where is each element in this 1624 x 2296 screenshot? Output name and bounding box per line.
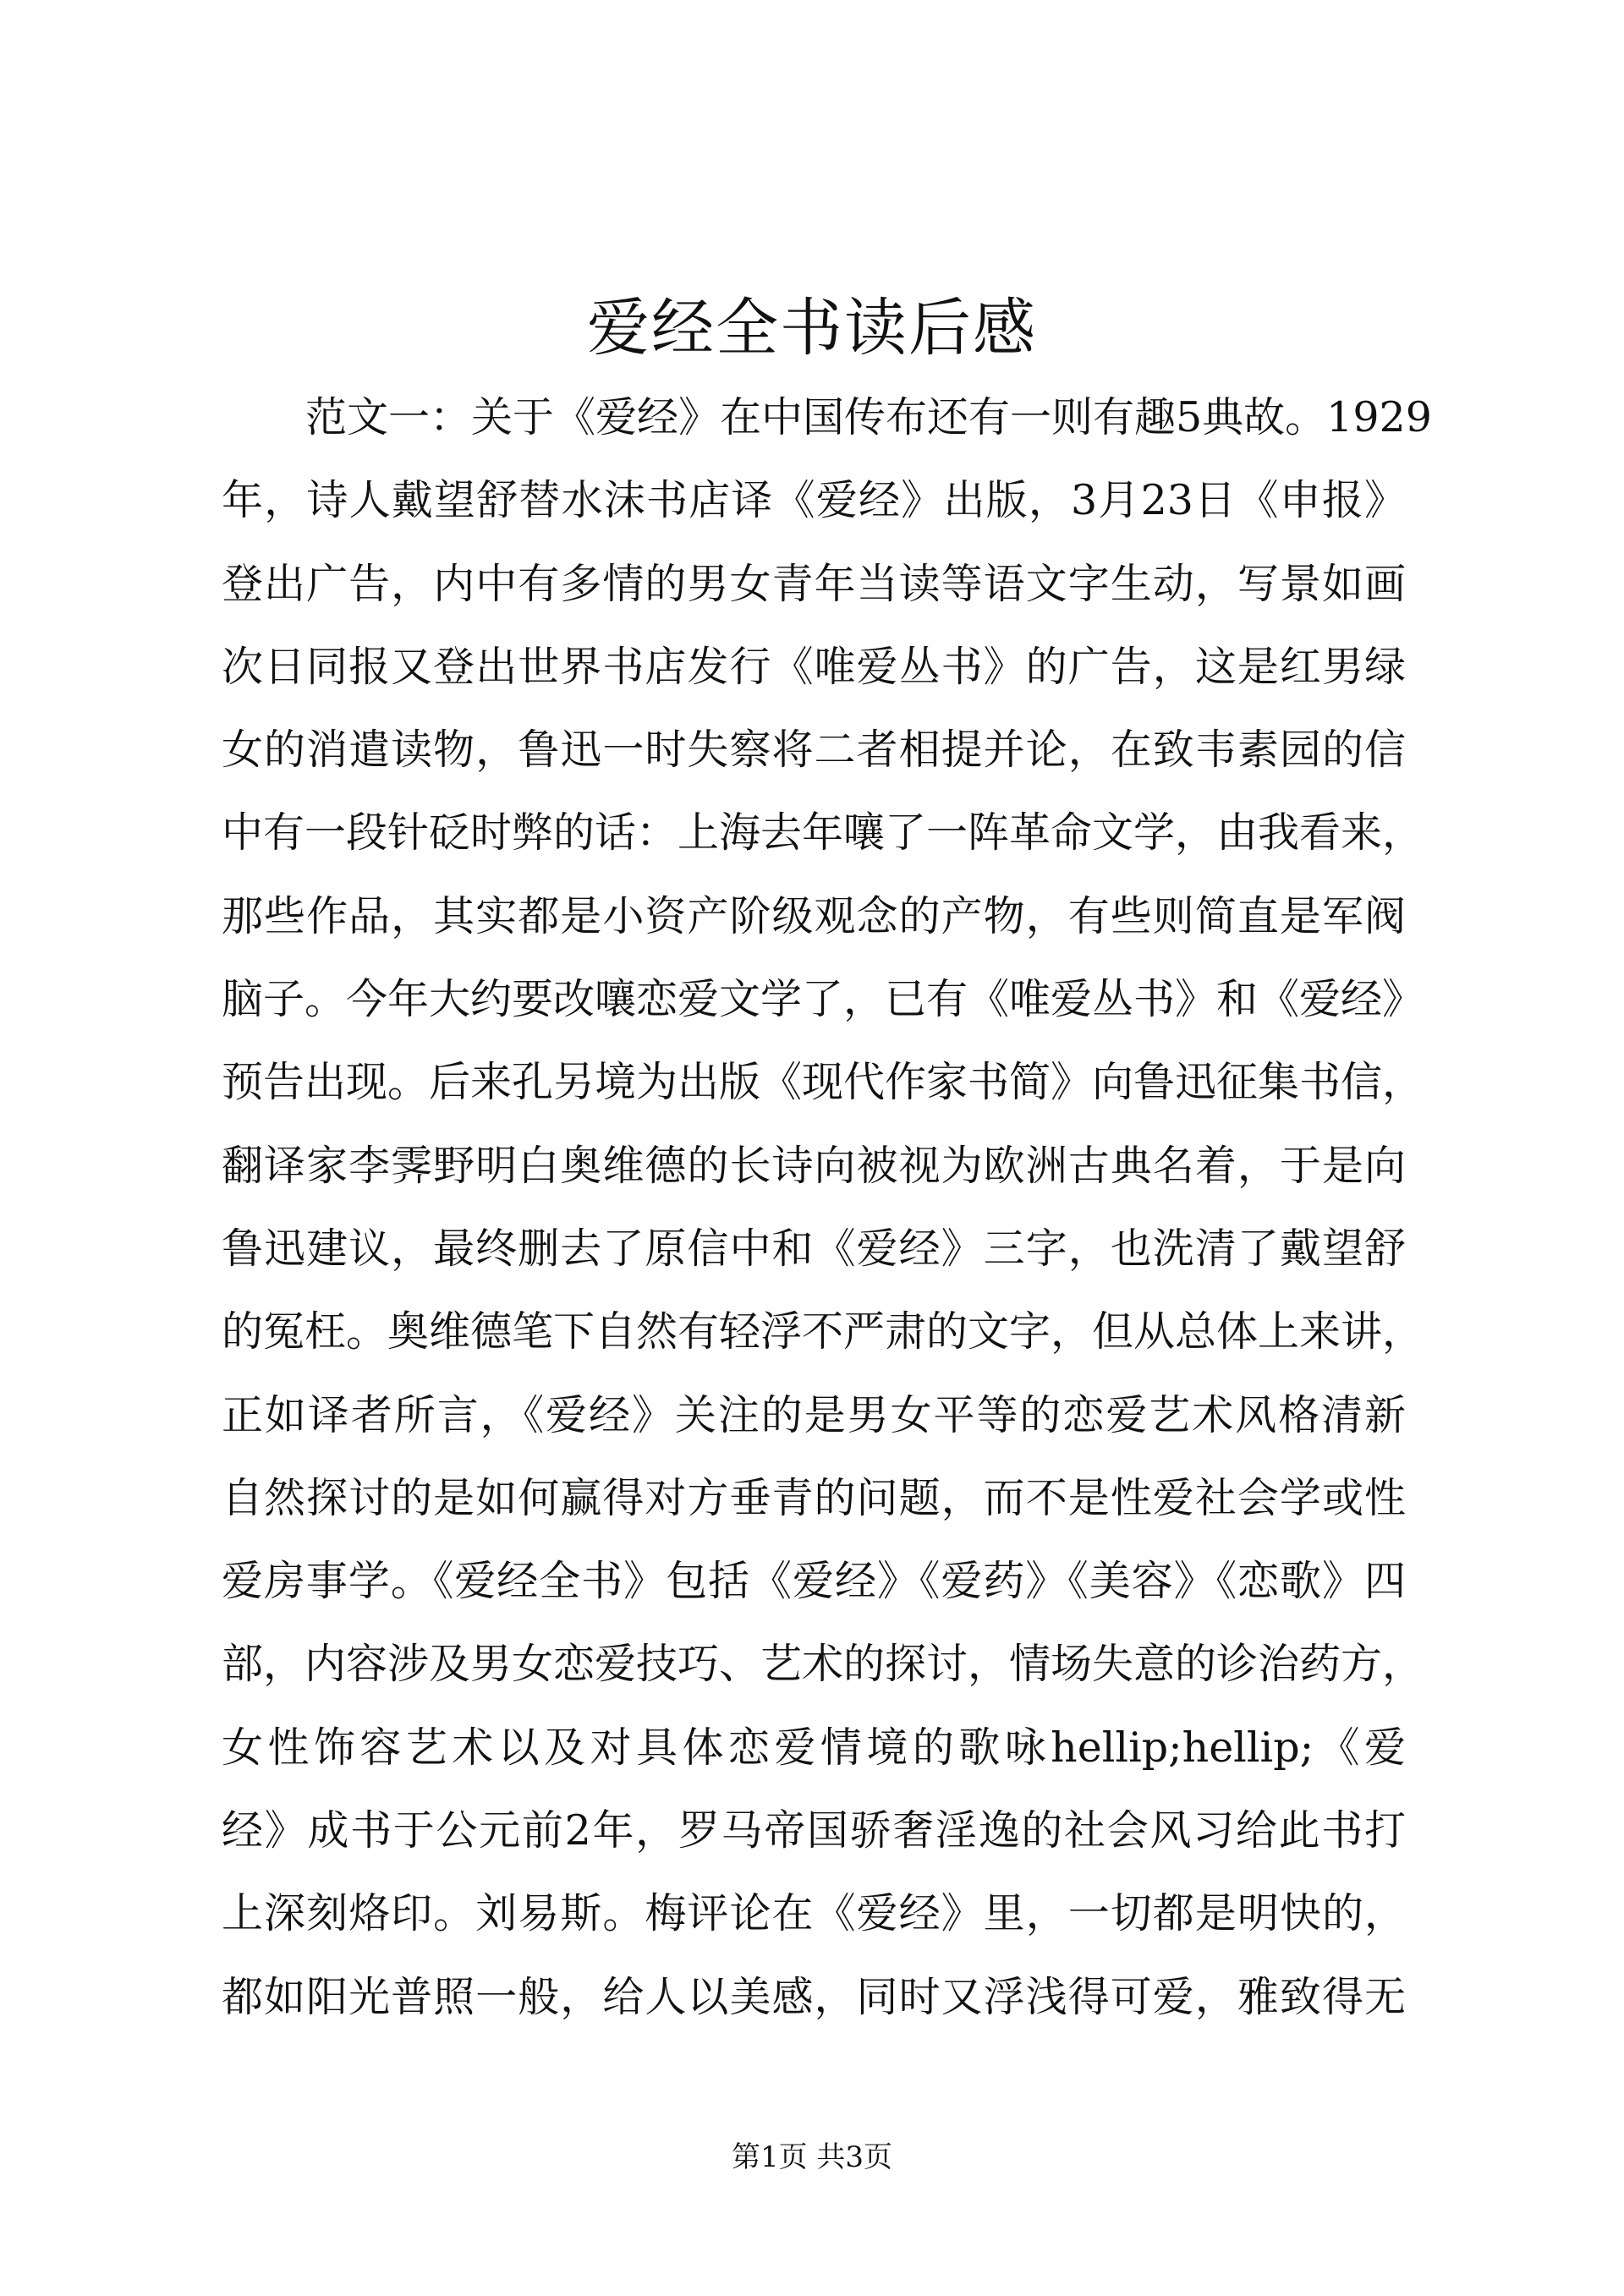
body-line: 年，诗人戴望舒替水沫书店译《爱经》出版，3月23日《申报》 xyxy=(222,476,1406,525)
body-line: 都如阳光普照一般，给人以美感，同时又浮浅得可爱，雅致得无 xyxy=(222,1972,1406,2021)
body-line: 次日同报又登出世界书店发行《唯爱丛书》的广告，这是红男绿 xyxy=(222,642,1406,691)
body-line: 部，内容涉及男女恋爱技巧、艺术的探讨，情场失意的诊治药方， xyxy=(222,1640,1424,1689)
body-line: 鲁迅建议，最终删去了原信中和《爱经》三字，也洗清了戴望舒 xyxy=(222,1224,1406,1273)
body-line: 那些作品，其实都是小资产阶级观念的产物，有些则简直是军阀 xyxy=(222,891,1406,940)
body-line: 爱房事学。《爱经全书》包括《爱经》《爱药》《美容》《恋歌》四 xyxy=(222,1557,1406,1606)
body-line: 女的消遣读物，鲁迅一时失察将二者相提并论，在致韦素园的信 xyxy=(222,726,1406,775)
body-line: 经》成书于公元前2年，罗马帝国骄奢淫逸的社会风习给此书打 xyxy=(222,1806,1406,1855)
body-line: 翻译家李霁野明白奥维德的长诗向被视为欧洲古典名着，于是向 xyxy=(222,1141,1406,1190)
body-line: 女性饰容艺术以及对具体恋爱情境的歌咏hellip;hellip;《爱 xyxy=(222,1723,1406,1772)
body-line: 上深刻烙印。刘易斯。梅评论在《爱经》里，一切都是明快的， xyxy=(222,1889,1406,1938)
body-line: 的冤枉。奥维德笔下自然有轻浮不严肃的文字，但从总体上来讲， xyxy=(222,1307,1424,1356)
body-line: 自然探讨的是如何赢得对方垂青的问题，而不是性爱社会学或性 xyxy=(222,1473,1406,1522)
document-body xyxy=(222,376,1432,2039)
body-line: 中有一段针砭时弊的话：上海去年嚷了一阵革命文学，由我看来， xyxy=(222,808,1424,858)
page-footer xyxy=(0,2136,1624,2178)
body-line: 范文一：关于《爱经》在中国传布还有一则有趣5典故。1929 xyxy=(305,393,1432,441)
document-title: 爱经全书读后感 xyxy=(587,292,1037,364)
page-indicator: 第1页 共3页 xyxy=(731,2140,893,2174)
body-line: 登出广告，内中有多情的男女青年当读等语文字生动，写景如画 xyxy=(222,559,1406,608)
body-line: 脑子。今年大约要改嚷恋爱文学了，已有《唯爱丛书》和《爱经》 xyxy=(222,975,1424,1024)
body-line: 正如译者所言，《爱经》关注的是男女平等的恋爱艺术风格清新 xyxy=(222,1390,1406,1439)
body-line: 预告出现。后来孔另境为出版《现代作家书简》向鲁迅征集书信， xyxy=(222,1058,1424,1107)
